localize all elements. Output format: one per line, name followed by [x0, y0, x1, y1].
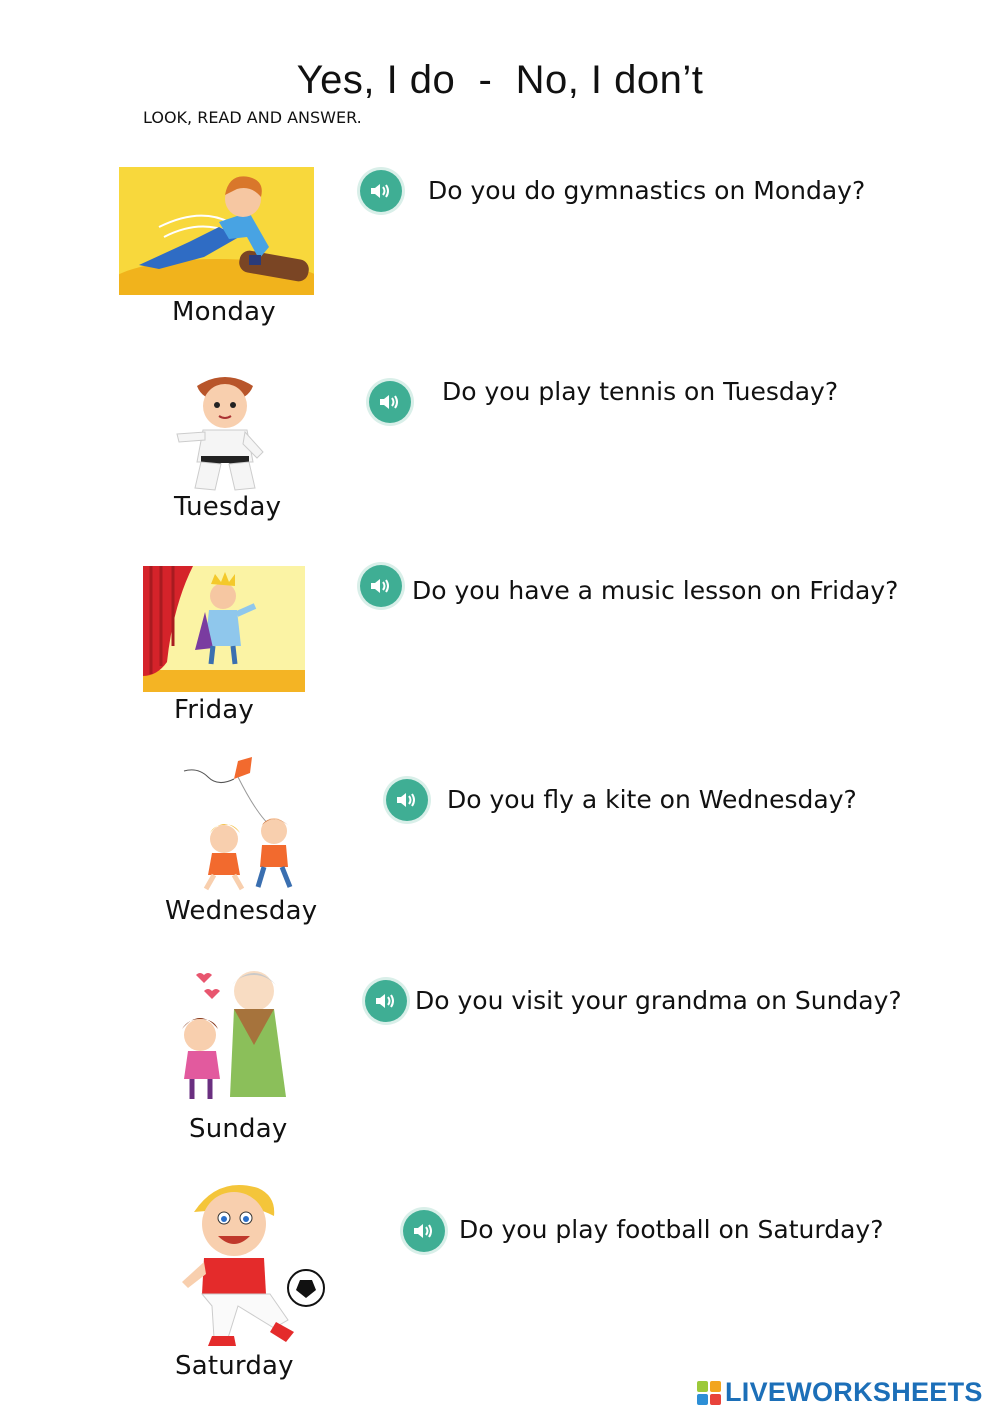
brand-name: LIVEWORKSHEETS: [725, 1377, 983, 1407]
karate-boy-picture-icon: [175, 372, 275, 494]
grandma-hug-picture-icon: [170, 965, 292, 1105]
day-label-tuesday: Tuesday: [174, 492, 282, 522]
speaker-icon: [412, 1221, 436, 1241]
audio-button[interactable]: [360, 170, 402, 212]
audio-button[interactable]: [365, 980, 407, 1022]
question-text: Do you play football on Saturday?: [459, 1215, 884, 1244]
question-text: Do you have a music lesson on Friday?: [412, 576, 899, 605]
day-label-sunday: Sunday: [189, 1114, 288, 1144]
day-label-wednesday: Wednesday: [165, 896, 318, 926]
question-text: Do you fly a kite on Wednesday?: [447, 785, 857, 814]
question-text: Do you play tennis on Tuesday?: [442, 377, 839, 406]
speaker-icon: [395, 790, 419, 810]
kite-children-picture-icon: [178, 757, 300, 893]
speaker-icon: [369, 181, 393, 201]
page-title: Yes, I do - No, I don’t: [296, 58, 704, 102]
instruction-text: LOOK, READ AND ANSWER.: [143, 108, 362, 127]
gymnastics-picture-icon: [119, 167, 314, 295]
day-label-saturday: Saturday: [175, 1351, 294, 1381]
liveworksheets-mark-icon: [697, 1381, 721, 1405]
speaker-icon: [374, 991, 398, 1011]
audio-button[interactable]: [369, 381, 411, 423]
speaker-icon: [369, 576, 393, 596]
audio-button[interactable]: [386, 779, 428, 821]
liveworksheets-logo[interactable]: [697, 1377, 983, 1408]
audio-button[interactable]: [360, 565, 402, 607]
question-text: Do you visit your grandma on Sunday?: [415, 986, 902, 1015]
day-label-friday: Friday: [174, 695, 254, 725]
speaker-icon: [378, 392, 402, 412]
question-text: Do you do gymnastics on Monday?: [428, 176, 866, 205]
audio-button[interactable]: [403, 1210, 445, 1252]
football-boy-picture-icon: [178, 1182, 328, 1352]
day-label-monday: Monday: [172, 297, 276, 327]
theatre-stage-picture-icon: [143, 566, 305, 692]
